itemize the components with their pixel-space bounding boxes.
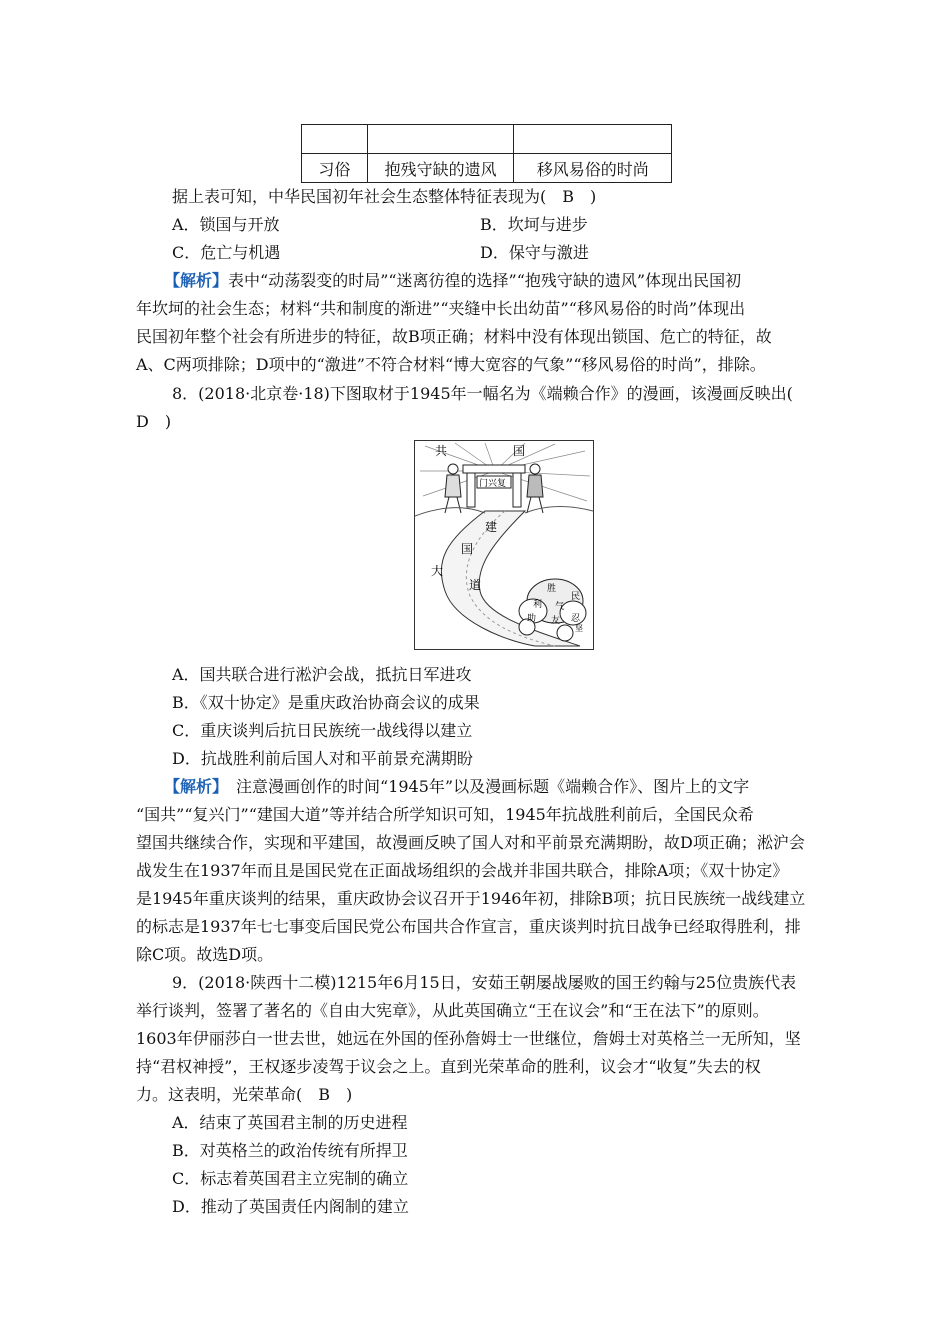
q8-option-a: A．国共联合进行淞沪会战，抵抗日军进攻 xyxy=(172,665,472,684)
cartoon-label-jian: 建 xyxy=(485,520,498,534)
q8-analysis-line4: 战发生在1937年而且是国民党在正面战场组织的会战并非国共联合，排除A项；《双十协定》 xyxy=(136,861,789,880)
society-table xyxy=(301,124,672,183)
table-row xyxy=(302,125,672,154)
table-cell: 习俗 xyxy=(302,154,368,183)
q8-analysis-line2: “国共”“复兴门”“建国大道”等并结合所学知识可知，1945年抗战胜利前后，全国民众希 xyxy=(136,805,754,824)
cartoon-label-gong: 共 xyxy=(435,444,448,458)
cartoon-label-min: 民 xyxy=(571,592,581,602)
q8-option-b: B．《双十协定》是重庆政治协商会议的成果 xyxy=(172,693,480,712)
q9-stem-line2: 举行谈判，签署了著名的《自由大宪章》，从此英国确立“王在议会”和“王在法下”的原则。 xyxy=(136,1001,769,1020)
q8-analysis-line1: 【解析】 注意漫画创作的时间“1945年”以及漫画标题《端赖合作》、图片上的文字 xyxy=(164,777,750,796)
q8-option-d: D．抗战胜利前后国人对和平前景充满期盼 xyxy=(172,749,473,768)
table-cell xyxy=(514,125,672,154)
q7-option-c: C．危亡与机遇 xyxy=(172,243,281,262)
q7-analysis-line2: 年坎坷的社会生态；材料“共和制度的渐进”“夹缝中长出幼苗”“移风易俗的时尚”体现出 xyxy=(136,299,746,318)
q9-option-b: B．对英格兰的政治传统有所捍卫 xyxy=(172,1141,408,1160)
q8-stem: 8．(2018·北京卷·18)下图取材于1945年一幅名为《端赖合作》的漫画，该漫画反映出( xyxy=(172,384,793,403)
q8-analysis-line3: 望国共继续合作，实现和平建国，故漫画反映了国人对和平前景充满期盼，故D项正确；淞沪会 xyxy=(136,833,805,852)
q7-analysis-line3: 民国初年整个社会有所进步的特征，故B项正确；材料中没有体现出锁国、危亡的特征，故 xyxy=(136,327,772,346)
cartoon-label-qi: 气 xyxy=(555,602,565,612)
cartoon-label-guo: 国 xyxy=(513,444,526,458)
q9-stem-line3: 1603年伊丽莎白一世去世，她远在外国的侄孙詹姆士一世继位，詹姆士对英格兰一无所知，坚 xyxy=(136,1029,801,1048)
cartoon-label-sheng: 胜 xyxy=(547,584,557,594)
q7-option-b: B．坎坷与进步 xyxy=(480,215,588,234)
table-cell xyxy=(367,125,514,154)
q9-option-c: C．标志着英国君主立宪制的确立 xyxy=(172,1169,409,1188)
q9-stem-line5: 力。这表明，光荣革命( B ) xyxy=(136,1085,353,1104)
q9-option-d: D．推动了英国责任内阁制的建立 xyxy=(172,1197,409,1216)
q8-analysis-line6: 的标志是1937年七七事变后国民党公布国共合作宣言，重庆谈判时抗日战争已经取得胜利，排 xyxy=(136,917,801,936)
table-cell: 移风易俗的时尚 xyxy=(514,154,672,183)
cartoon-label-li: 利 xyxy=(533,600,543,610)
cartoon-drawing xyxy=(415,441,593,649)
q7-option-a: A．锁国与开放 xyxy=(172,215,280,234)
q7-analysis-line4: A、C两项排除；D项中的“激进”不符合材料“博大宽容的气象”“移风易俗的时尚”，排除。 xyxy=(136,355,766,374)
q9-stem-line1: 9．(2018·陕西十二模)1215年6月15日，安茹王朝屡战屡败的国王约翰与25位贵族代表 xyxy=(172,973,797,992)
table-cell: 抱残守缺的遗风 xyxy=(367,154,514,183)
analysis-tag: 【解析】 xyxy=(164,777,221,796)
q8-analysis-line7: 除C项。故选D项。 xyxy=(136,945,274,964)
q7-stem: 据上表可知，中华民国初年社会生态整体特征表现为( B ) xyxy=(172,187,597,206)
cartoon-label-ren: 忍 xyxy=(571,614,581,624)
cartoon-label-jian2: 坚 xyxy=(575,624,583,633)
cartoon-label-guo2: 国 xyxy=(461,542,474,556)
q7-option-d: D．保守与激进 xyxy=(480,243,589,262)
q7-analysis-line1: 【解析】表中“动荡裂变的时局”“迷离彷徨的选择”“抱残守缺的遗风”体现出民国初 xyxy=(164,271,742,290)
cartoon-label-gate: 门兴复 xyxy=(479,479,507,489)
q9-option-a: A．结束了英国君主制的历史进程 xyxy=(172,1113,408,1132)
q8-analysis-line5: 是1945年重庆谈判的结果，重庆政协会议召开于1946年初，排除B项；抗日民族统一战线建立 xyxy=(136,889,806,908)
q8-stem-cont: D ) xyxy=(136,412,172,431)
cartoon-image xyxy=(414,440,594,650)
analysis-tag: 【解析】 xyxy=(164,271,229,290)
table-row xyxy=(302,154,672,183)
cartoon-label-you: 友 xyxy=(551,616,561,626)
cartoon-label-dao: 道 xyxy=(469,578,482,592)
q8-option-c: C．重庆谈判后抗日民族统一战线得以建立 xyxy=(172,721,473,740)
cartoon-label-zhu: 助 xyxy=(527,614,537,624)
cartoon-label-da: 大 xyxy=(431,564,444,578)
table-cell xyxy=(302,125,368,154)
q9-stem-line4: 持“君权神授”，王权逐步凌驾于议会之上。直到光荣革命的胜利，议会才“收复”失去的权 xyxy=(136,1057,761,1076)
